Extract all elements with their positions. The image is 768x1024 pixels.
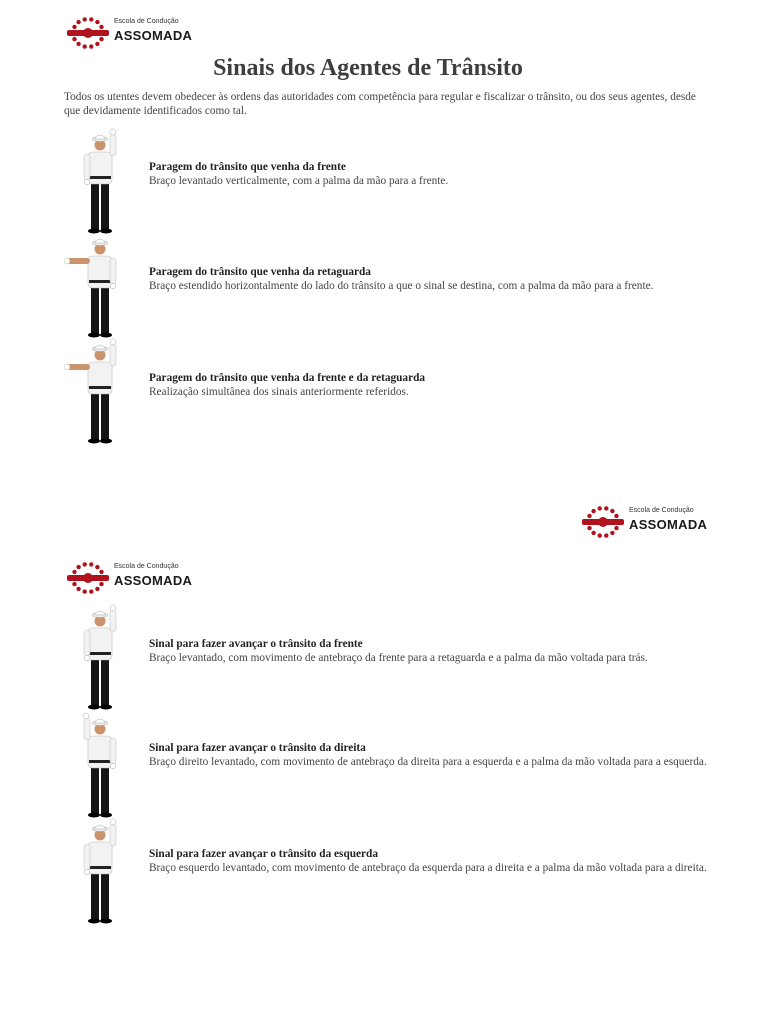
brand-logo-name: ASSOMADA: [114, 573, 193, 588]
brand-logo-name: ASSOMADA: [629, 517, 708, 532]
signal-description: Braço levantado, com movimento de antebraço da frente para a retaguarda e a palma da mão voltada para trás.: [149, 651, 648, 664]
signal-title: Paragem do trânsito que venha da retaguarda: [149, 266, 371, 278]
traffic-officer-figure: [64, 232, 140, 342]
signal-title: Sinal para fazer avançar o trânsito da frente: [149, 638, 363, 650]
signal-description: Braço levantado verticalmente, com a palma da mão para a frente.: [149, 174, 449, 187]
signal-entry: [64, 604, 714, 714]
brand-logo: [66, 561, 193, 597]
signal-description: Realização simultânea dos sinais anteriormente referidos.: [149, 385, 409, 398]
signal-title: Sinal para fazer avançar o trânsito da direita: [149, 742, 366, 754]
traffic-officer-figure: [64, 128, 140, 238]
traffic-officer-figure: [64, 338, 140, 448]
traffic-officer-figure: [64, 818, 140, 928]
brand-logo: [66, 16, 193, 52]
signal-title: Sinal para fazer avançar o trânsito da esquerda: [149, 848, 378, 860]
brand-logo: [581, 505, 708, 541]
signal-description: Braço direito levantado, com movimento de antebraço da direita para a esquerda e a palma da mão voltada para a esquerda.: [149, 755, 707, 768]
signal-title: Paragem do trânsito que venha da frente e da retaguarda: [149, 372, 426, 384]
brand-logo-subtitle: Escola de Condução: [114, 18, 179, 25]
traffic-officer-figure: [64, 604, 140, 714]
signal-entry: [64, 128, 714, 238]
intro-paragraph: Todos os utentes devem obedecer às ordens das autoridades com competência para regular e fiscalizar o trânsito, ou dos seus agentes, desde que devidamente identificados como tal.: [64, 91, 696, 117]
signal-title: Paragem do trânsito que venha da frente: [149, 161, 346, 173]
brand-logo-subtitle: Escola de Condução: [629, 507, 694, 514]
brand-logo-subtitle: Escola de Condução: [114, 563, 179, 570]
signal-description: Braço esquerdo levantado, com movimento de antebraço da esquerda para a direita e a palma da mão voltada para a direita.: [149, 861, 707, 874]
signal-entry: [64, 232, 714, 342]
brand-logo-icon: [66, 16, 116, 50]
brand-logo-icon: [66, 561, 116, 595]
signal-entry: [64, 338, 714, 448]
signal-entry: [64, 818, 714, 928]
signal-entry: [64, 712, 714, 822]
page-title: Sinais dos Agentes de Trânsito: [213, 55, 523, 81]
signal-description: Braço estendido horizontalmente do lado do trânsito a que o sinal se destina, com a palma da mão para a frente.: [149, 279, 654, 292]
traffic-officer-figure: [64, 712, 140, 822]
brand-logo-icon: [581, 505, 631, 539]
brand-logo-name: ASSOMADA: [114, 28, 193, 43]
